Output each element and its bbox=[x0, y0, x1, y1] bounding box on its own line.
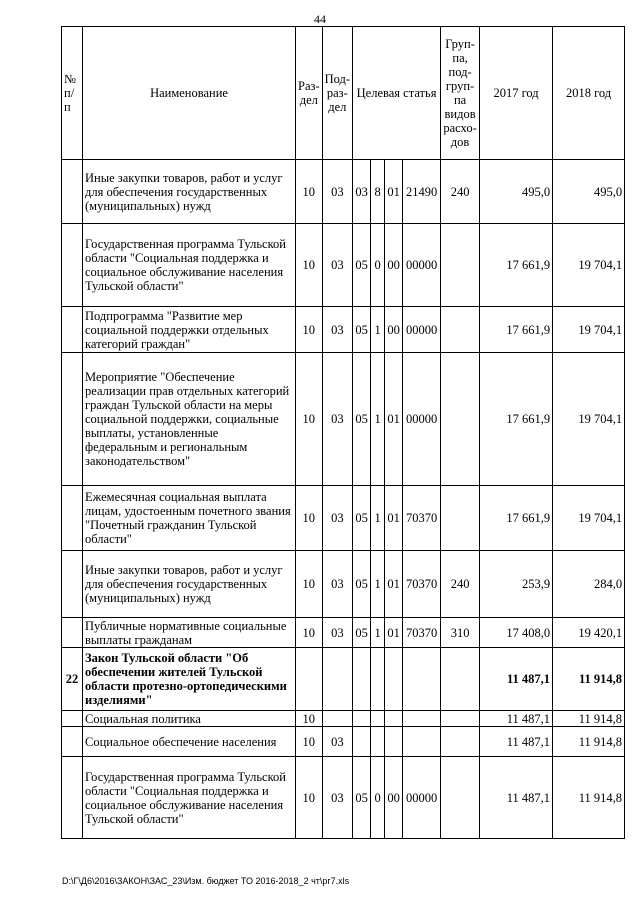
row-target-program: 05 bbox=[353, 551, 371, 618]
row-expense-group bbox=[441, 486, 480, 551]
row-number bbox=[62, 618, 83, 648]
row-number bbox=[62, 160, 83, 224]
table-row bbox=[62, 648, 625, 711]
row-target-program bbox=[353, 648, 371, 711]
row-target-subprogram: 1 bbox=[371, 307, 385, 353]
row-razdel bbox=[296, 648, 323, 711]
row-target-direction bbox=[403, 711, 441, 727]
row-target-direction: 00000 bbox=[403, 353, 441, 486]
row-value-2017: 11 487,1 bbox=[480, 757, 553, 839]
row-value-2017: 253,9 bbox=[480, 551, 553, 618]
row-target-subprogram bbox=[371, 711, 385, 727]
row-name: Иные закупки товаров, работ и услуг для обеспечения государственных (муниципальных) нужд bbox=[83, 551, 296, 618]
header-razdel: Раз- дел bbox=[296, 27, 323, 160]
row-podrazdel: 03 bbox=[322, 160, 352, 224]
row-expense-group bbox=[441, 648, 480, 711]
row-target-event bbox=[385, 711, 403, 727]
row-target-subprogram: 1 bbox=[371, 551, 385, 618]
row-podrazdel: 03 bbox=[322, 307, 352, 353]
row-podrazdel: 03 bbox=[322, 486, 352, 551]
row-value-2017: 11 487,1 bbox=[480, 648, 553, 711]
row-target-program: 05 bbox=[353, 224, 371, 307]
row-target-subprogram: 1 bbox=[371, 353, 385, 486]
row-razdel: 10 bbox=[296, 160, 323, 224]
header-2018: 2018 год bbox=[553, 27, 625, 160]
row-target-subprogram: 1 bbox=[371, 618, 385, 648]
table-row bbox=[62, 224, 625, 307]
row-target-event: 00 bbox=[385, 224, 403, 307]
table-row bbox=[62, 711, 625, 727]
row-podrazdel: 03 bbox=[322, 353, 352, 486]
row-target-direction: 00000 bbox=[403, 224, 441, 307]
row-podrazdel: 03 bbox=[322, 224, 352, 307]
row-podrazdel: 03 bbox=[322, 551, 352, 618]
row-target-program: 05 bbox=[353, 307, 371, 353]
row-expense-group: 240 bbox=[441, 160, 480, 224]
row-name: Государственная программа Тульской области "Социальная поддержка и социальное обслуживание населения Тульской области" bbox=[83, 757, 296, 839]
row-value-2017: 17 661,9 bbox=[480, 486, 553, 551]
row-expense-group bbox=[441, 224, 480, 307]
row-name: Мероприятие "Обеспечение реализации прав отдельных категорий граждан Тульской области на меры социальной поддержки, социальные выплаты, установленные федеральным и региональным законодательством" bbox=[83, 353, 296, 486]
row-razdel: 10 bbox=[296, 618, 323, 648]
row-number bbox=[62, 486, 83, 551]
row-target-program: 03 bbox=[353, 160, 371, 224]
row-number bbox=[62, 224, 83, 307]
row-value-2018: 495,0 bbox=[553, 160, 625, 224]
row-number bbox=[62, 551, 83, 618]
table-row bbox=[62, 551, 625, 618]
row-name: Закон Тульской области "Об обеспечении жителей Тульской области протезно-ортопедическими изделиями" bbox=[83, 648, 296, 711]
row-number bbox=[62, 711, 83, 727]
row-target-subprogram: 0 bbox=[371, 224, 385, 307]
row-razdel: 10 bbox=[296, 353, 323, 486]
row-name: Государственная программа Тульской области "Социальная поддержка и социальное обслуживание населения Тульской области" bbox=[83, 224, 296, 307]
row-target-subprogram: 0 bbox=[371, 757, 385, 839]
header-2017: 2017 год bbox=[480, 27, 553, 160]
header-expense-group: Груп- па, под- груп- па видов расхо- дов bbox=[441, 27, 480, 160]
row-target-subprogram bbox=[371, 727, 385, 757]
row-value-2018: 284,0 bbox=[553, 551, 625, 618]
row-podrazdel: 03 bbox=[322, 727, 352, 757]
row-name: Социальное обеспечение населения bbox=[83, 727, 296, 757]
row-value-2017: 17 661,9 bbox=[480, 353, 553, 486]
budget-table bbox=[61, 26, 625, 839]
row-expense-group bbox=[441, 353, 480, 486]
row-target-direction: 70370 bbox=[403, 551, 441, 618]
row-value-2017: 17 661,9 bbox=[480, 224, 553, 307]
row-target-program: 05 bbox=[353, 618, 371, 648]
row-podrazdel bbox=[322, 648, 352, 711]
row-expense-group bbox=[441, 711, 480, 727]
row-target-event: 01 bbox=[385, 353, 403, 486]
row-number bbox=[62, 727, 83, 757]
row-target-event bbox=[385, 648, 403, 711]
row-target-program bbox=[353, 727, 371, 757]
header-target-article: Целевая статья bbox=[353, 27, 441, 160]
row-name: Публичные нормативные социальные выплаты гражданам bbox=[83, 618, 296, 648]
row-razdel: 10 bbox=[296, 224, 323, 307]
row-target-event: 01 bbox=[385, 618, 403, 648]
row-target-direction: 70370 bbox=[403, 618, 441, 648]
row-razdel: 10 bbox=[296, 486, 323, 551]
row-razdel: 10 bbox=[296, 757, 323, 839]
row-target-direction: 00000 bbox=[403, 307, 441, 353]
row-target-event: 01 bbox=[385, 160, 403, 224]
row-razdel: 10 bbox=[296, 727, 323, 757]
table-row bbox=[62, 618, 625, 648]
row-target-direction bbox=[403, 727, 441, 757]
row-value-2018: 11 914,8 bbox=[553, 727, 625, 757]
row-target-event: 01 bbox=[385, 551, 403, 618]
row-razdel: 10 bbox=[296, 711, 323, 727]
row-podrazdel bbox=[322, 711, 352, 727]
row-expense-group: 240 bbox=[441, 551, 480, 618]
row-target-subprogram: 1 bbox=[371, 486, 385, 551]
row-target-direction bbox=[403, 648, 441, 711]
row-expense-group: 310 bbox=[441, 618, 480, 648]
row-target-direction: 21490 bbox=[403, 160, 441, 224]
row-value-2017: 17 661,9 bbox=[480, 307, 553, 353]
row-target-event: 01 bbox=[385, 486, 403, 551]
row-value-2018: 11 914,8 bbox=[553, 757, 625, 839]
row-value-2018: 19 704,1 bbox=[553, 224, 625, 307]
row-value-2017: 11 487,1 bbox=[480, 727, 553, 757]
row-razdel: 10 bbox=[296, 307, 323, 353]
row-expense-group bbox=[441, 307, 480, 353]
row-number bbox=[62, 307, 83, 353]
row-value-2018: 19 704,1 bbox=[553, 486, 625, 551]
table-row bbox=[62, 160, 625, 224]
row-target-event: 00 bbox=[385, 757, 403, 839]
row-target-event: 00 bbox=[385, 307, 403, 353]
row-number: 22 bbox=[62, 648, 83, 711]
row-value-2018: 11 914,8 bbox=[553, 648, 625, 711]
row-expense-group bbox=[441, 757, 480, 839]
row-podrazdel: 03 bbox=[322, 618, 352, 648]
row-value-2018: 19 420,1 bbox=[553, 618, 625, 648]
row-target-subprogram bbox=[371, 648, 385, 711]
row-target-direction: 70370 bbox=[403, 486, 441, 551]
row-target-program bbox=[353, 711, 371, 727]
row-value-2017: 11 487,1 bbox=[480, 711, 553, 727]
row-value-2018: 19 704,1 bbox=[553, 307, 625, 353]
row-razdel: 10 bbox=[296, 551, 323, 618]
table-header-row bbox=[62, 27, 625, 160]
row-target-program: 05 bbox=[353, 353, 371, 486]
row-name: Иные закупки товаров, работ и услуг для обеспечения государственных (муниципальных) нужд bbox=[83, 160, 296, 224]
row-number bbox=[62, 353, 83, 486]
row-target-event bbox=[385, 727, 403, 757]
table-row bbox=[62, 307, 625, 353]
row-name: Социальная политика bbox=[83, 711, 296, 727]
page-number: 44 bbox=[314, 12, 326, 26]
row-value-2018: 11 914,8 bbox=[553, 711, 625, 727]
header-num: № п/ п bbox=[62, 27, 83, 160]
row-number bbox=[62, 757, 83, 839]
row-target-subprogram: 8 bbox=[371, 160, 385, 224]
row-name: Ежемесячная социальная выплата лицам, удостоенным почетного звания "Почетный гражданин Тульской области" bbox=[83, 486, 296, 551]
row-expense-group bbox=[441, 727, 480, 757]
row-target-program: 05 bbox=[353, 486, 371, 551]
table-row bbox=[62, 486, 625, 551]
file-path-footer: D:\Г\Д6\2016\ЗАКОН\ЗАС_23\Изм. бюджет ТО 2016-2018_2 чт\рг7.xls bbox=[62, 876, 350, 886]
row-value-2018: 19 704,1 bbox=[553, 353, 625, 486]
table-row bbox=[62, 757, 625, 839]
row-value-2017: 17 408,0 bbox=[480, 618, 553, 648]
row-target-direction: 00000 bbox=[403, 757, 441, 839]
row-name: Подпрограмма "Развитие мер социальной поддержки отдельных категорий граждан" bbox=[83, 307, 296, 353]
table-body bbox=[62, 160, 625, 839]
row-value-2017: 495,0 bbox=[480, 160, 553, 224]
row-target-program: 05 bbox=[353, 757, 371, 839]
row-podrazdel: 03 bbox=[322, 757, 352, 839]
table-row bbox=[62, 353, 625, 486]
header-podrazdel: Под- раз- дел bbox=[322, 27, 352, 160]
header-name: Наименование bbox=[83, 27, 296, 160]
table-row bbox=[62, 727, 625, 757]
